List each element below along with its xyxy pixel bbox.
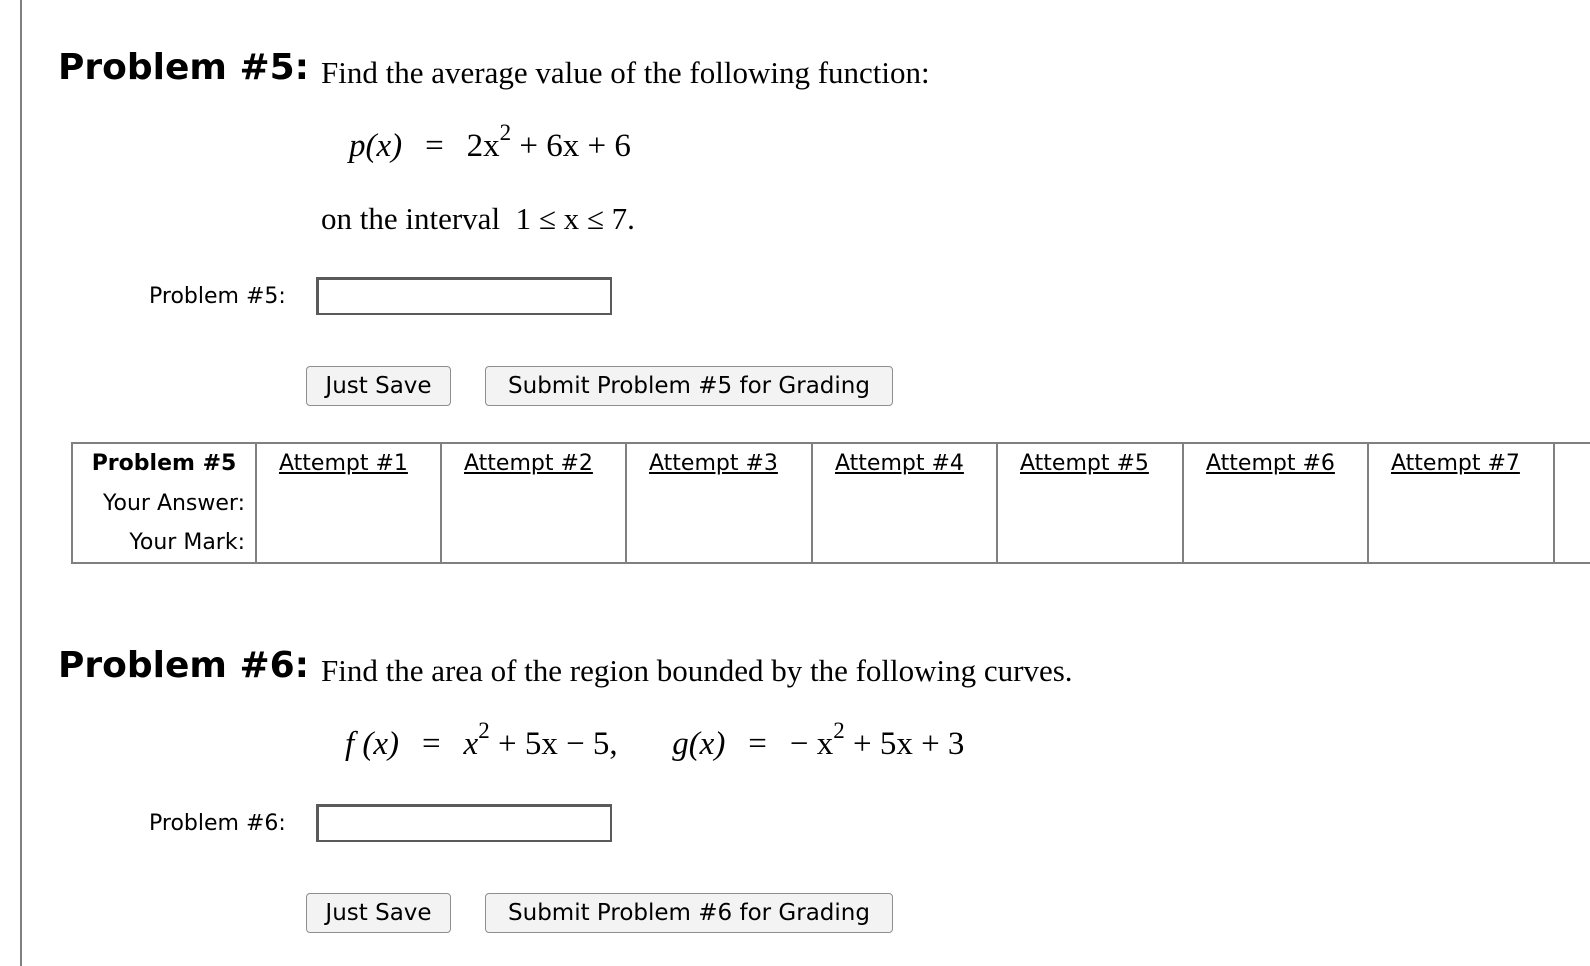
g-lhs: g(x): [672, 726, 726, 762]
f-rhs-b: + 5x − 5,: [489, 726, 618, 762]
attempts-table: [71, 442, 1590, 564]
problem5-heading: Problem #5:: [58, 47, 310, 88]
mark-cell: [812, 523, 997, 563]
mark-cell: [1368, 523, 1554, 563]
answer-cell: [1183, 483, 1368, 523]
attempt-5-link[interactable]: Attempt #5: [997, 443, 1183, 483]
attempt-1-link[interactable]: Attempt #1: [256, 443, 441, 483]
problem6-answer-input[interactable]: [316, 804, 612, 842]
interval-math: 1 ≤ x ≤ 7.: [515, 201, 635, 236]
problem5-just-save-button[interactable]: Just Save: [306, 366, 451, 406]
mark-cell: [1183, 523, 1368, 563]
attempt-6-link[interactable]: Attempt #6: [1183, 443, 1368, 483]
your-mark-label: Your Mark:: [72, 523, 256, 563]
function-rhs-a: 2x: [466, 128, 500, 164]
f-rhs-a: x: [463, 726, 479, 762]
mark-cell: [441, 523, 626, 563]
problem5-answer-input[interactable]: [316, 277, 612, 315]
mark-cell: [256, 523, 441, 563]
problem6-heading: Problem #6:: [58, 645, 310, 686]
answer-cell: [1368, 483, 1554, 523]
problem6-submit-button[interactable]: Submit Problem #6 for Grading: [485, 893, 893, 933]
attempts-header-row: [72, 443, 1590, 483]
your-mark-row: [72, 523, 1590, 563]
problem6-just-save-button[interactable]: Just Save: [306, 893, 451, 933]
problem6-functions: [345, 718, 965, 762]
mark-cell: [997, 523, 1183, 563]
function-rhs-exponent: 2: [499, 120, 512, 145]
problem5-answer-label: Problem #5:: [149, 284, 286, 309]
mark-cell: [626, 523, 812, 563]
attempt-7-link[interactable]: Attempt #7: [1368, 443, 1554, 483]
problem5-submit-button[interactable]: Submit Problem #5 for Grading: [485, 366, 893, 406]
attempt-overflow-cell: [1554, 443, 1590, 483]
problem5-prompt: Find the average value of the following function:: [321, 55, 930, 90]
problem5-function: [349, 120, 631, 164]
function-lhs: p(x): [349, 128, 403, 164]
left-border: [20, 0, 22, 966]
problem6-answer-label: Problem #6:: [149, 811, 286, 836]
equals-sign: =: [421, 726, 441, 762]
mark-cell: [1554, 523, 1590, 563]
interval-text: on the interval: [321, 201, 501, 236]
answer-cell: [997, 483, 1183, 523]
answer-cell: [441, 483, 626, 523]
g-rhs-a: − x: [789, 726, 834, 762]
attempt-2-link[interactable]: Attempt #2: [441, 443, 626, 483]
g-rhs-b: + 5x + 3: [844, 726, 965, 762]
attempts-table-header: Problem #5: [72, 443, 256, 483]
answer-cell: [256, 483, 441, 523]
problem6-prompt: Find the area of the region bounded by the following curves.: [321, 653, 1073, 688]
attempt-4-link[interactable]: Attempt #4: [812, 443, 997, 483]
problem5-interval: [321, 203, 635, 234]
your-answer-label: Your Answer:: [72, 483, 256, 523]
attempt-3-link[interactable]: Attempt #3: [626, 443, 812, 483]
answer-cell: [812, 483, 997, 523]
answer-cell: [626, 483, 812, 523]
equals-sign: =: [748, 726, 767, 762]
your-answer-row: [72, 483, 1590, 523]
answer-cell: [1554, 483, 1590, 523]
function-rhs-b: + 6x + 6: [511, 128, 631, 164]
equals-sign: =: [425, 128, 444, 164]
g-rhs-exponent: 2: [833, 718, 845, 743]
f-lhs: f (x): [345, 726, 400, 762]
f-rhs-exponent: 2: [478, 718, 490, 743]
